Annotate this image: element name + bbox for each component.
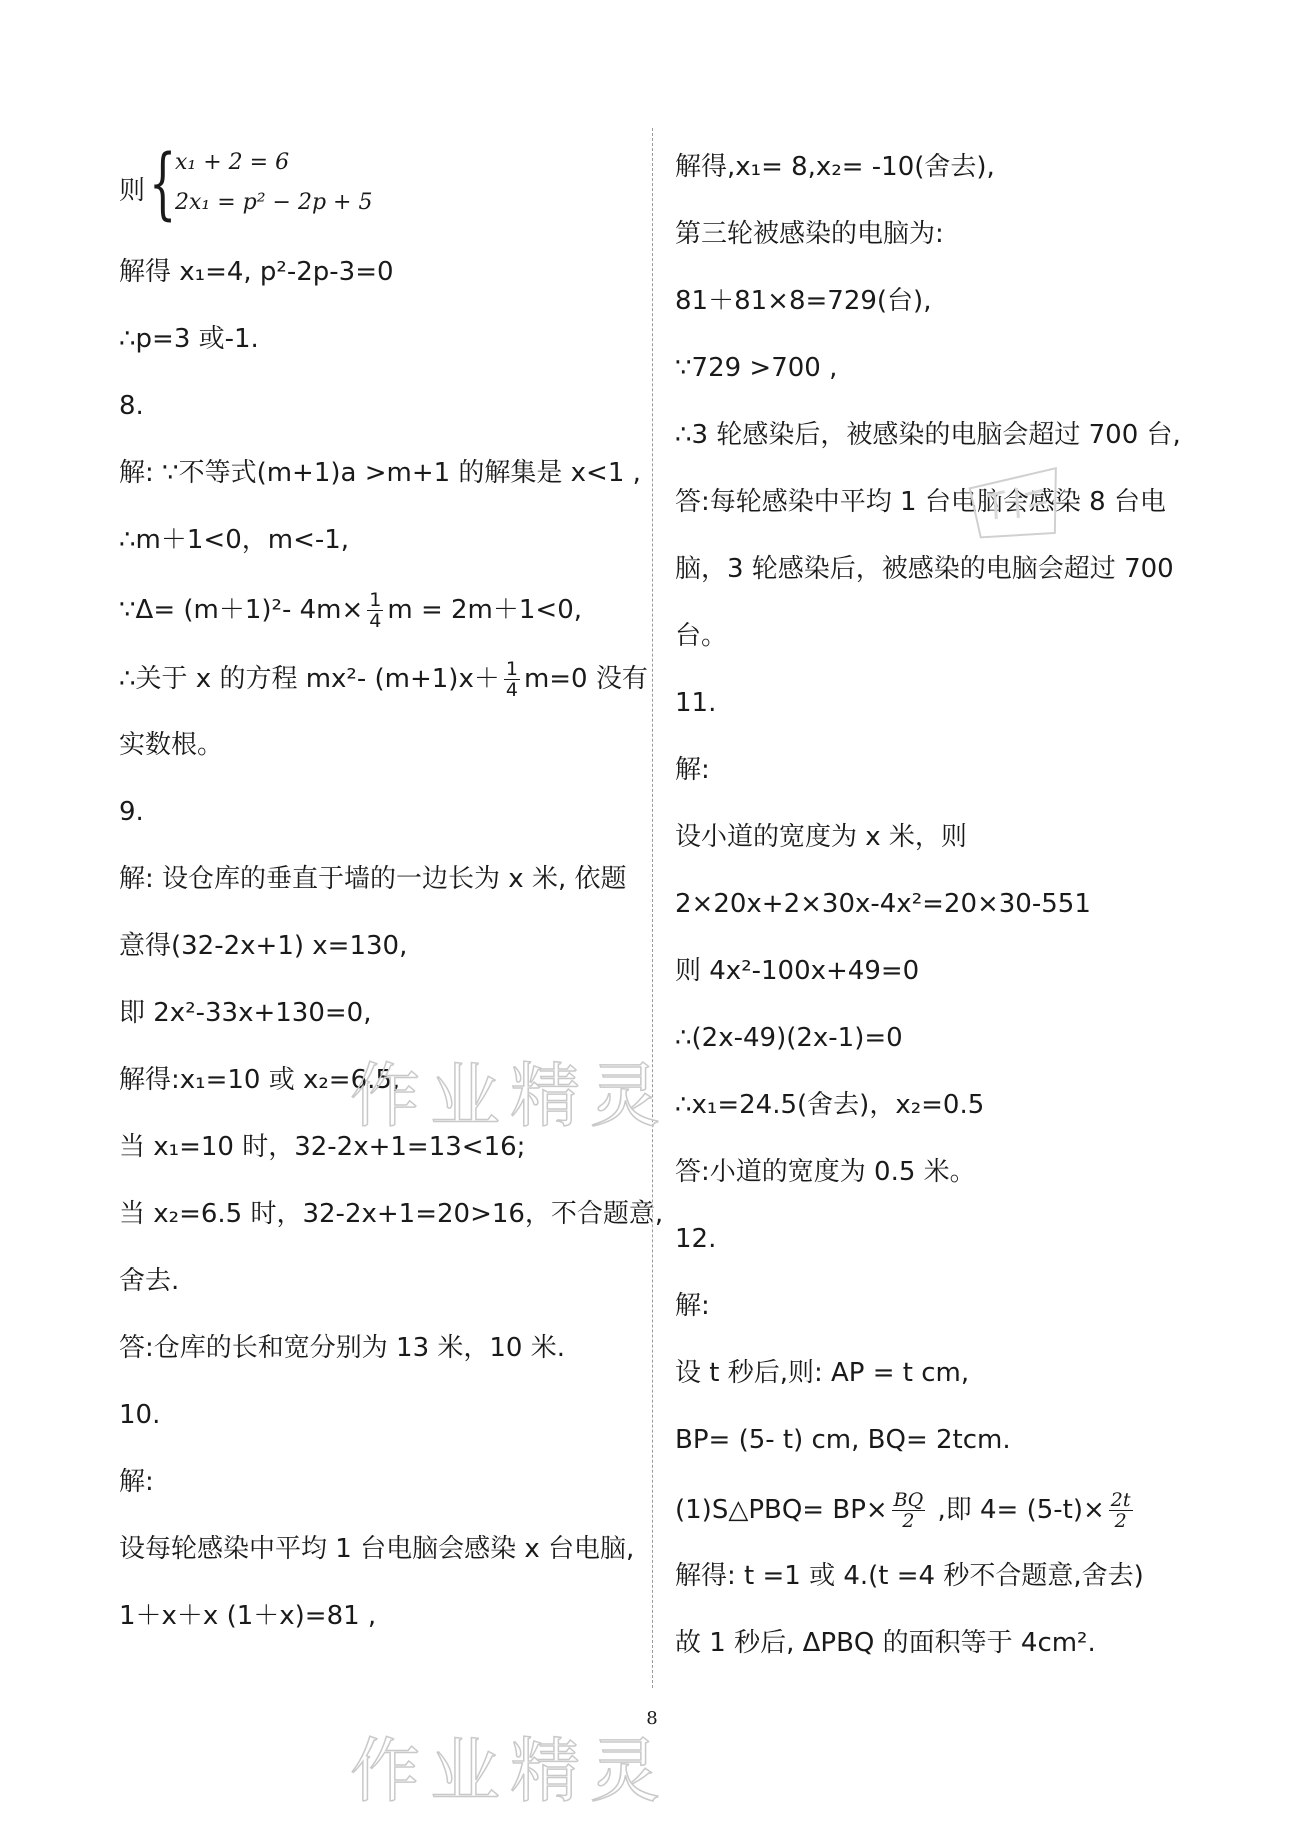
text-line: 则 4x²-100x+49=0: [675, 956, 920, 986]
text-line: 解: 设仓库的垂直于墙的一边长为 x 米, 依题: [119, 864, 627, 894]
text-line: 第三轮被感染的电脑为:: [675, 219, 944, 249]
question-number: 11.: [675, 688, 717, 718]
text-line: 答:仓库的长和宽分别为 13 米，10 米.: [119, 1333, 565, 1363]
text-line: ∴m＋1<0，m<-1,: [119, 525, 350, 555]
text-line: 即 2x²-33x+130=0,: [119, 998, 372, 1028]
column-divider: [652, 128, 653, 1688]
text-line: 解得:x₁=10 或 x₂=6.5,: [119, 1065, 401, 1095]
watermark: 作业精灵: [350, 1055, 670, 1137]
text-line: 解: ∵不等式(m+1)a >m+1 的解集是 x<1 ,: [119, 458, 641, 488]
question-number: 10.: [119, 1400, 161, 1430]
question-number: 9.: [119, 797, 144, 827]
text-segment: (1)S△PBQ= BP×: [675, 1495, 888, 1525]
text-line: ∵729 >700 ,: [675, 353, 838, 383]
fraction-denominator: 4: [369, 610, 382, 632]
text-line: ∴p=3 或-1.: [119, 324, 259, 354]
question-number: 8.: [119, 391, 144, 421]
text-segment: ∴关于 x 的方程 mx²- (m+1)x＋: [119, 664, 500, 694]
text-line: 台。: [675, 621, 728, 651]
text-line: 1＋x＋x (1＋x)=81 ,: [119, 1601, 377, 1631]
text-line: 解得,x₁= 8,x₂= -10(舍去),: [675, 152, 995, 182]
system-prefix: 则: [119, 176, 146, 206]
fraction-denominator: 2: [902, 1510, 915, 1532]
text-line: 解得: t =1 或 4.(t =4 秒不合题意,舍去): [675, 1561, 1144, 1591]
fraction: [1109, 1490, 1133, 1531]
text-line: 设 t 秒后,则: AP = t cm,: [675, 1358, 970, 1388]
watermark-stamp-icon: [962, 465, 1071, 550]
question-number: 12.: [675, 1224, 717, 1254]
system-equation-1: x₁ + 2 = 6: [175, 150, 290, 175]
text-line-with-fraction: [675, 1490, 1137, 1531]
text-line: 81＋81×8=729(台),: [675, 286, 932, 316]
system-equation-2: 2x₁ = p² − 2p + 5: [175, 190, 373, 215]
text-line-with-fraction: [119, 590, 582, 631]
fraction-numerator: BQ: [893, 1489, 924, 1511]
text-line: 2×20x+2×30x-4x²=20×30-551: [675, 889, 1091, 919]
text-line: 当 x₂=6.5 时，32-2x+1=20>16，不合题意,: [119, 1199, 664, 1229]
text-line: 解:: [119, 1467, 154, 1497]
fraction: [892, 1490, 926, 1531]
text-line: ∴(2x-49)(2x-1)=0: [675, 1023, 903, 1053]
text-line: 脑，3 轮感染后，被感染的电脑会超过 700: [675, 554, 1174, 584]
fraction-numerator: 1: [369, 589, 382, 611]
text-line: ∴3 轮感染后，被感染的电脑会超过 700 台,: [675, 420, 1181, 450]
text-line: 设每轮感染中平均 1 台电脑会感染 x 台电脑,: [119, 1534, 635, 1564]
text-line: 答:小道的宽度为 0.5 米。: [675, 1157, 976, 1187]
text-segment: m=0 没有: [523, 664, 648, 694]
text-line: 解:: [675, 755, 710, 785]
fraction-numerator: 1: [505, 658, 518, 680]
watermark: 作业精灵: [350, 1730, 670, 1812]
text-line: 解得 x₁=4, p²-2p-3=0: [119, 257, 394, 287]
fraction: [504, 659, 520, 700]
text-line: 故 1 秒后, ΔPBQ 的面积等于 4cm².: [675, 1628, 1096, 1658]
text-line: 舍去.: [119, 1266, 180, 1296]
fraction-denominator: 4: [505, 679, 518, 701]
text-line: 解:: [675, 1291, 710, 1321]
text-line: ∴x₁=24.5(舍去)，x₂=0.5: [675, 1090, 985, 1120]
fraction-denominator: 2: [1114, 1510, 1127, 1532]
fraction: [367, 590, 383, 631]
text-line: BP= (5- t) cm, BQ= 2tcm.: [675, 1425, 1011, 1455]
page-number: 8: [646, 1708, 658, 1729]
text-line-with-fraction: [119, 659, 648, 700]
text-line: 实数根。: [119, 730, 224, 760]
text-segment: m = 2m＋1<0,: [387, 595, 583, 625]
fraction-numerator: 2t: [1110, 1489, 1131, 1511]
text-line: 答:每轮感染中平均 1 台电脑会感染 8 台电: [675, 487, 1166, 517]
text-segment: ,即 4= (5-t)×: [929, 1495, 1105, 1525]
left-brace: {: [149, 139, 177, 229]
text-line: 意得(32-2x+1) x=130,: [119, 931, 408, 961]
text-line: 设小道的宽度为 x 米，则: [675, 822, 967, 852]
text-segment: ∵Δ= (m＋1)²- 4m×: [119, 595, 364, 625]
text-line: 当 x₁=10 时，32-2x+1=13<16;: [119, 1132, 526, 1162]
